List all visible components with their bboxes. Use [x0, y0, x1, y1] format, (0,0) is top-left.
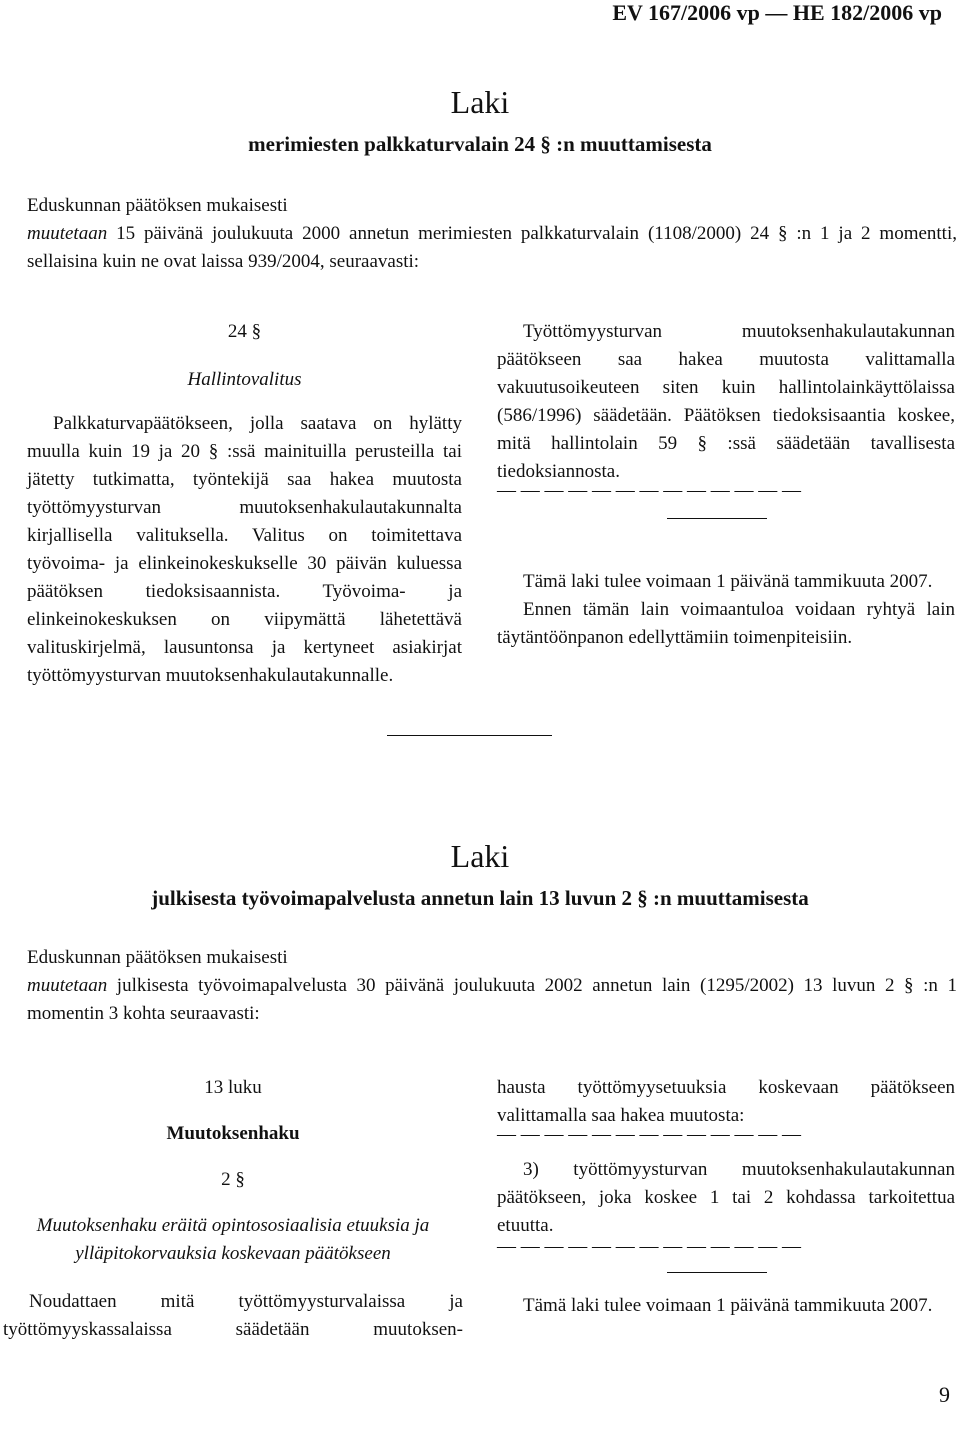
- intro-text: 15 päivänä joulukuuta 2000 annetun merimiesten palkkaturvalain (1108/2000) 24 § :n 1 ja 2 momentti, sellaisina kuin ne ovat laissa 939/2004, seuraavasti:: [27, 223, 957, 272]
- right-column-text: [497, 318, 955, 486]
- intro-line-2: Eduskunnan päätöksen mukaisesti: [27, 947, 288, 968]
- law-subtitle: merimiesten palkkaturvalain 24 § :n muuttamisesta: [248, 132, 712, 156]
- list-item-3: [497, 1156, 955, 1240]
- section-number: 24 §: [227, 321, 262, 342]
- chapter-heading: Muutoksenhaku: [166, 1123, 300, 1144]
- item-paragraph: 3) työttömyysturvan muutoksenhakulautakunnan päätökseen, joka koskee 1 tai 2 kohdassa tarkoitettua etuutta.: [497, 1159, 955, 1236]
- intro-verb-2: muutetaan: [27, 975, 108, 996]
- entry-into-force-2: [497, 1292, 955, 1320]
- intro-paragraph-2: [27, 972, 957, 1028]
- omission-dashes-2: — — — — — — — — — — — — —: [497, 1124, 801, 1145]
- entry-paragraph-3: Tämä laki tulee voimaan 1 päivänä tammikuuta 2007.: [523, 1295, 933, 1316]
- intro-paragraph: [27, 220, 957, 276]
- left-column-text-2: [3, 1288, 463, 1344]
- section-paragraph-4: hausta työttömyysetuuksia koskevaan päätökseen valittamalla saa hakea muutosta:: [497, 1077, 955, 1126]
- intro-verb: muutetaan: [27, 223, 108, 244]
- omission-dashes-3: — — — — — — — — — — — — —: [497, 1236, 801, 1257]
- section-paragraph-2: Työttömyysturvan muutoksenhakulautakunnan päätökseen saa hakea muutosta valittamalla vakuutusoikeuteen siten kuin hallintolainkäyttölaissa (586/1996) säädetään. Päätöksen tiedoksisaantia koskee, mitä hallintolain 59 § :ssä säädetään tavallisesta tiedoksiannosta.: [497, 321, 955, 482]
- intro-line: Eduskunnan päätöksen mukaisesti: [27, 195, 288, 216]
- short-rule: [667, 518, 767, 519]
- law-intro-2: [27, 944, 957, 1028]
- entry-paragraph-2: Ennen tämän lain voimaantuloa voidaan ryhtyä lain täytäntöönpanon edellyttämiin toimenpiteisiin.: [497, 599, 955, 648]
- law-title-2: Laki: [450, 838, 510, 874]
- entry-into-force: [497, 568, 955, 652]
- section-paragraph: Palkkaturvapäätökseen, jolla saatava on hylätty muulla kuin 19 ja 20 § :ssä mainituilla perusteilla tai jätetty tutkimatta, työntekijä saa hakea muutosta työttömyysturvan muutoksenhakulautakunnalta kirjallisella valituksella. Valitus on toimitettava työvoima- ja elinkeinokeskukselle 30 päivän kuluessa päätöksen tiedoksisaannista. Työvoima- ja elinkeinokeskuksen on viipymättä lähetettävä valituskirjelmä, lausuntonsa ja kertyneet asiakirjat työttömyysturvan muutoksenhakulautakunnalle.: [27, 413, 462, 686]
- section-paragraph-3: Noudattaen mitä työttömyysturvalaissa ja työttömyyskassalaissa säädetään muutoksen-: [3, 1291, 463, 1340]
- page-number: 9: [939, 1382, 950, 1407]
- law-separator: [387, 735, 552, 736]
- law-intro: [27, 192, 957, 276]
- entry-paragraph: Tämä laki tulee voimaan 1 päivänä tammikuuta 2007.: [523, 571, 933, 592]
- document-reference: EV 167/2006 vp — HE 182/2006 vp: [612, 0, 942, 25]
- section-heading-2: Muutoksenhaku eräitä opintososiaalisia etuuksia ja ylläpitokorvauksia koskevaan päätökseen: [36, 1215, 430, 1264]
- section-number-2: 2 §: [221, 1169, 245, 1190]
- intro-text-2: julkisesta työvoimapalvelusta 30 päivänä joulukuuta 2002 annetun lain (1295/2002) 13 luvun 2 § :n 1 momentin 3 kohta seuraavasti:: [27, 975, 957, 1024]
- law-title: Laki: [450, 84, 510, 120]
- right-column-text-2: [497, 1074, 955, 1130]
- chapter-number: 13 luku: [204, 1077, 262, 1098]
- short-rule-2: [667, 1272, 767, 1273]
- left-column-text: [27, 410, 462, 690]
- section-heading: Hallintovalitus: [187, 369, 302, 390]
- omission-dashes: — — — — — — — — — — — — —: [497, 480, 801, 501]
- law-subtitle-2: julkisesta työvoimapalvelusta annetun lain 13 luvun 2 § :n muuttamisesta: [151, 886, 809, 910]
